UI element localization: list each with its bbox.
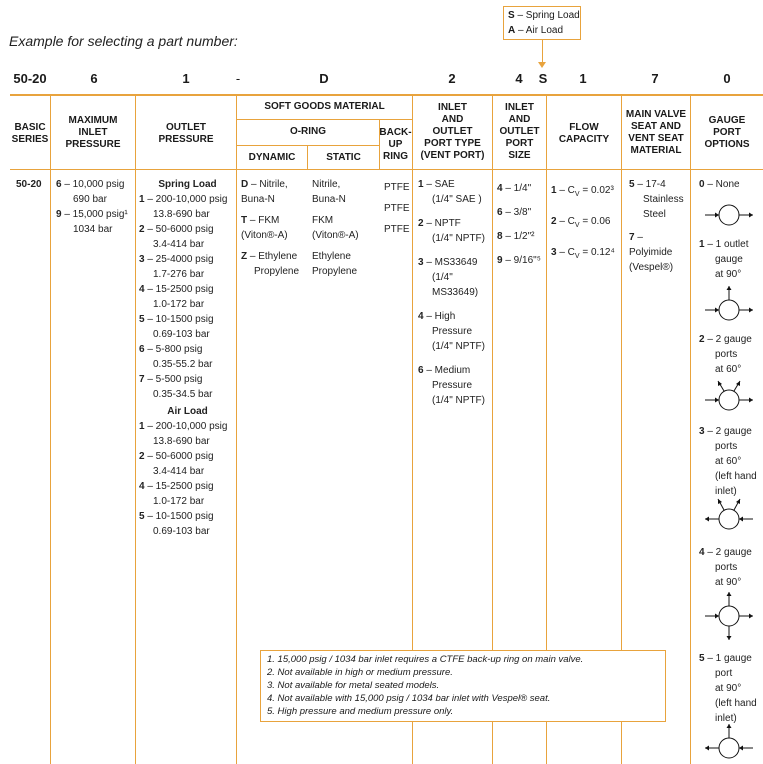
pn-soft-goods: D (319, 71, 329, 86)
col-divider (236, 95, 237, 764)
gauge-diagram-2-ports-60-lh-icon (703, 495, 755, 535)
pn-max-inlet: 6 (90, 71, 98, 86)
callout-s-text: – Spring Load (517, 10, 580, 21)
pn-main-valve: 7 (651, 71, 659, 86)
list-item: 6 – 10,000 psig (56, 179, 125, 190)
list-item: 2 – 50-6000 psig 3.4-414 bar (139, 451, 214, 477)
air-load-title: Air Load (167, 406, 208, 417)
list-item: 6 – Medium Pressure (1/4" NPTF) (418, 365, 485, 406)
pn-port-size: 4 (515, 71, 523, 86)
list-item: 6 – 3/8" (497, 207, 532, 218)
flow-list (551, 177, 621, 270)
list-item: 1 – SAE (1/4" SAE ) (418, 179, 482, 205)
header-port-type: INLET AND OUTLET PORT TYPE (VENT PORT) (420, 102, 485, 161)
header-backup-ring: BACK- UP RING (379, 127, 412, 162)
pn-port-type: 2 (448, 71, 456, 86)
header-static: STATIC (326, 152, 361, 163)
list-item: 1 – 200-10,000 psig 13.8-690 bar (139, 194, 228, 220)
gauge-option-1: 1 – 1 outlet gauge at 90° (699, 239, 749, 280)
header-main-valve: MAIN VALVE SEAT AND VENT SEAT MATERIAL (625, 109, 687, 156)
header-soft-goods: SOFT GOODS MATERIAL (264, 101, 385, 112)
intro-text: Example for selecting a part number: (9, 33, 238, 49)
gauge-diagram-1-outlet-icon (703, 284, 755, 328)
static-list (312, 177, 378, 279)
callout-arrow-head (538, 62, 546, 68)
list-item: PTFE (384, 203, 410, 214)
gauge-option-4: 4 – 2 gauge ports at 90° (699, 547, 752, 588)
list-item: 2 – 50-6000 psig 3.4-414 bar (139, 224, 214, 250)
gauge-option-3: 3 – 2 gauge ports at 60° (left hand inlet) (699, 426, 757, 497)
callout-a-text: – Air Load (518, 25, 564, 36)
load-type-callout (503, 6, 581, 40)
gauge-diagram-none-icon (703, 200, 755, 230)
gauge-diagram-2-ports-90-icon (703, 590, 755, 642)
list-item: $1 - C_V = 0.02^3$ (551, 185, 614, 198)
pn-gauge: 0 (723, 71, 731, 86)
list-item: 7 – 5-500 psig 0.35-34.5 bar (139, 374, 213, 400)
header-dynamic: DYNAMIC (248, 152, 296, 163)
callout-s-key: S (508, 10, 515, 21)
header-gauge: GAUGE PORT OPTIONS (704, 115, 750, 150)
backup-list (384, 177, 412, 240)
list-item: Ethylene Propylene (312, 251, 358, 277)
list-item: $3 - C_V = 0.12^4$ (551, 247, 615, 260)
gauge-option-2: 2 – 2 gauge ports at 60° (699, 334, 752, 375)
oring-rule (237, 145, 379, 146)
list-item: 8 – 1/2"² (497, 231, 535, 242)
header-outlet-pressure: OUTLET PRESSURE (158, 122, 214, 145)
header-max-inlet: MAXIMUM INLET PRESSURE (65, 115, 121, 150)
list-item: 5 – 17-4 Stainless Steel (629, 179, 684, 220)
dynamic-list (241, 177, 307, 279)
list-item: 3 – MS33649 (1/4" MS33649) (418, 257, 479, 298)
list-item: 4 – High Pressure (1/4" NPTF) (418, 311, 485, 352)
list-item: 4 – 15-2500 psig 1.0-172 bar (139, 481, 214, 507)
table-top-rule (10, 94, 763, 96)
spring-load-title: Spring Load (158, 179, 217, 190)
header-bottom-rule (10, 169, 763, 170)
gauge-diagram-1-port-90-lh-icon (703, 722, 755, 764)
list-item: Z – Ethylene Propylene (241, 251, 300, 277)
list-item: 5 – 10-1500 psig 0.69-103 bar (139, 511, 214, 537)
list-item: 9 – 15,000 psig¹ (56, 209, 128, 220)
pn-outlet-pressure: 1 (182, 71, 190, 86)
gauge-option-5: 5 – 1 gauge port at 90° (left hand inlet) (699, 653, 757, 724)
port-size-list (497, 177, 547, 273)
footnote: 2. Not available in high or medium pressure. (267, 667, 453, 678)
port-type-list (418, 177, 492, 417)
header-oring: O-RING (289, 126, 327, 137)
soft-goods-rule (237, 119, 412, 120)
pn-flow: 1 (579, 71, 587, 86)
list-item: Nitrile, Buna-N (312, 179, 346, 205)
max-inlet-list: 6 – 10,000 psig 690 bar 9 – 15,000 psig¹ 1034 bar (56, 177, 136, 237)
list-item: 7 – Polyimide (Vespel®) (629, 232, 674, 273)
gauge-diagram-2-ports-60-icon (703, 378, 755, 416)
list-item: 4 – 15-2500 psig 1.0-172 bar (139, 284, 214, 310)
list-item: 5 – 10-1500 psig 0.69-103 bar (139, 314, 214, 340)
footnote: 3. Not available for metal seated models. (267, 680, 440, 691)
main-valve-list (629, 177, 689, 275)
list-item: 3 – 25-4000 psig 1.7-276 bar (139, 254, 214, 280)
list-item: $2 - C_V = 0.06$ (551, 216, 611, 229)
footnote: 4. Not available with 15,000 psig / 1034 bar inlet with Vespel® seat. (267, 693, 551, 704)
list-item: 1 – 200-10,000 psig 13.8-690 bar (139, 421, 228, 447)
list-item: PTFE (384, 182, 410, 193)
header-port-size: INLET AND OUTLET PORT SIZE (499, 102, 540, 161)
callout-a-key: A (508, 25, 516, 36)
footnote: 5. High pressure and medium pressure only. (267, 706, 454, 717)
list-item: 9 – 9/16"⁵ (497, 255, 541, 266)
list-item: D – Nitrile, Buna-N (241, 179, 288, 205)
list-item: 2 – NPTF (1/4" NPTF) (418, 218, 485, 244)
basic-series-value: 50-20 (16, 179, 42, 190)
list-item: 4 – 1/4" (497, 183, 532, 194)
list-item: 6 – 5-800 psig 0.35-55.2 bar (139, 344, 213, 370)
list-item: T – FKM (Viton®-A) (241, 215, 288, 241)
header-flow: FLOW CAPACITY (558, 122, 610, 145)
header-basic-series: BASIC SERIES (11, 122, 49, 145)
gauge-option-0: 0 – None (699, 179, 740, 190)
footnote: 1. 15,000 psig / 1034 bar inlet requires a CTFE back-up ring on main valve. (267, 654, 584, 665)
pn-dash: - (235, 71, 241, 86)
col-divider (690, 95, 691, 764)
pn-load-type: S (538, 71, 548, 86)
col-divider (50, 95, 51, 764)
list-item: FKM (Viton®-A) (312, 215, 359, 241)
list-item: PTFE (384, 224, 410, 235)
footnotes-box (260, 650, 666, 722)
outlet-pressure-list (139, 177, 236, 539)
pn-basic-series: 50-20 (13, 71, 47, 86)
